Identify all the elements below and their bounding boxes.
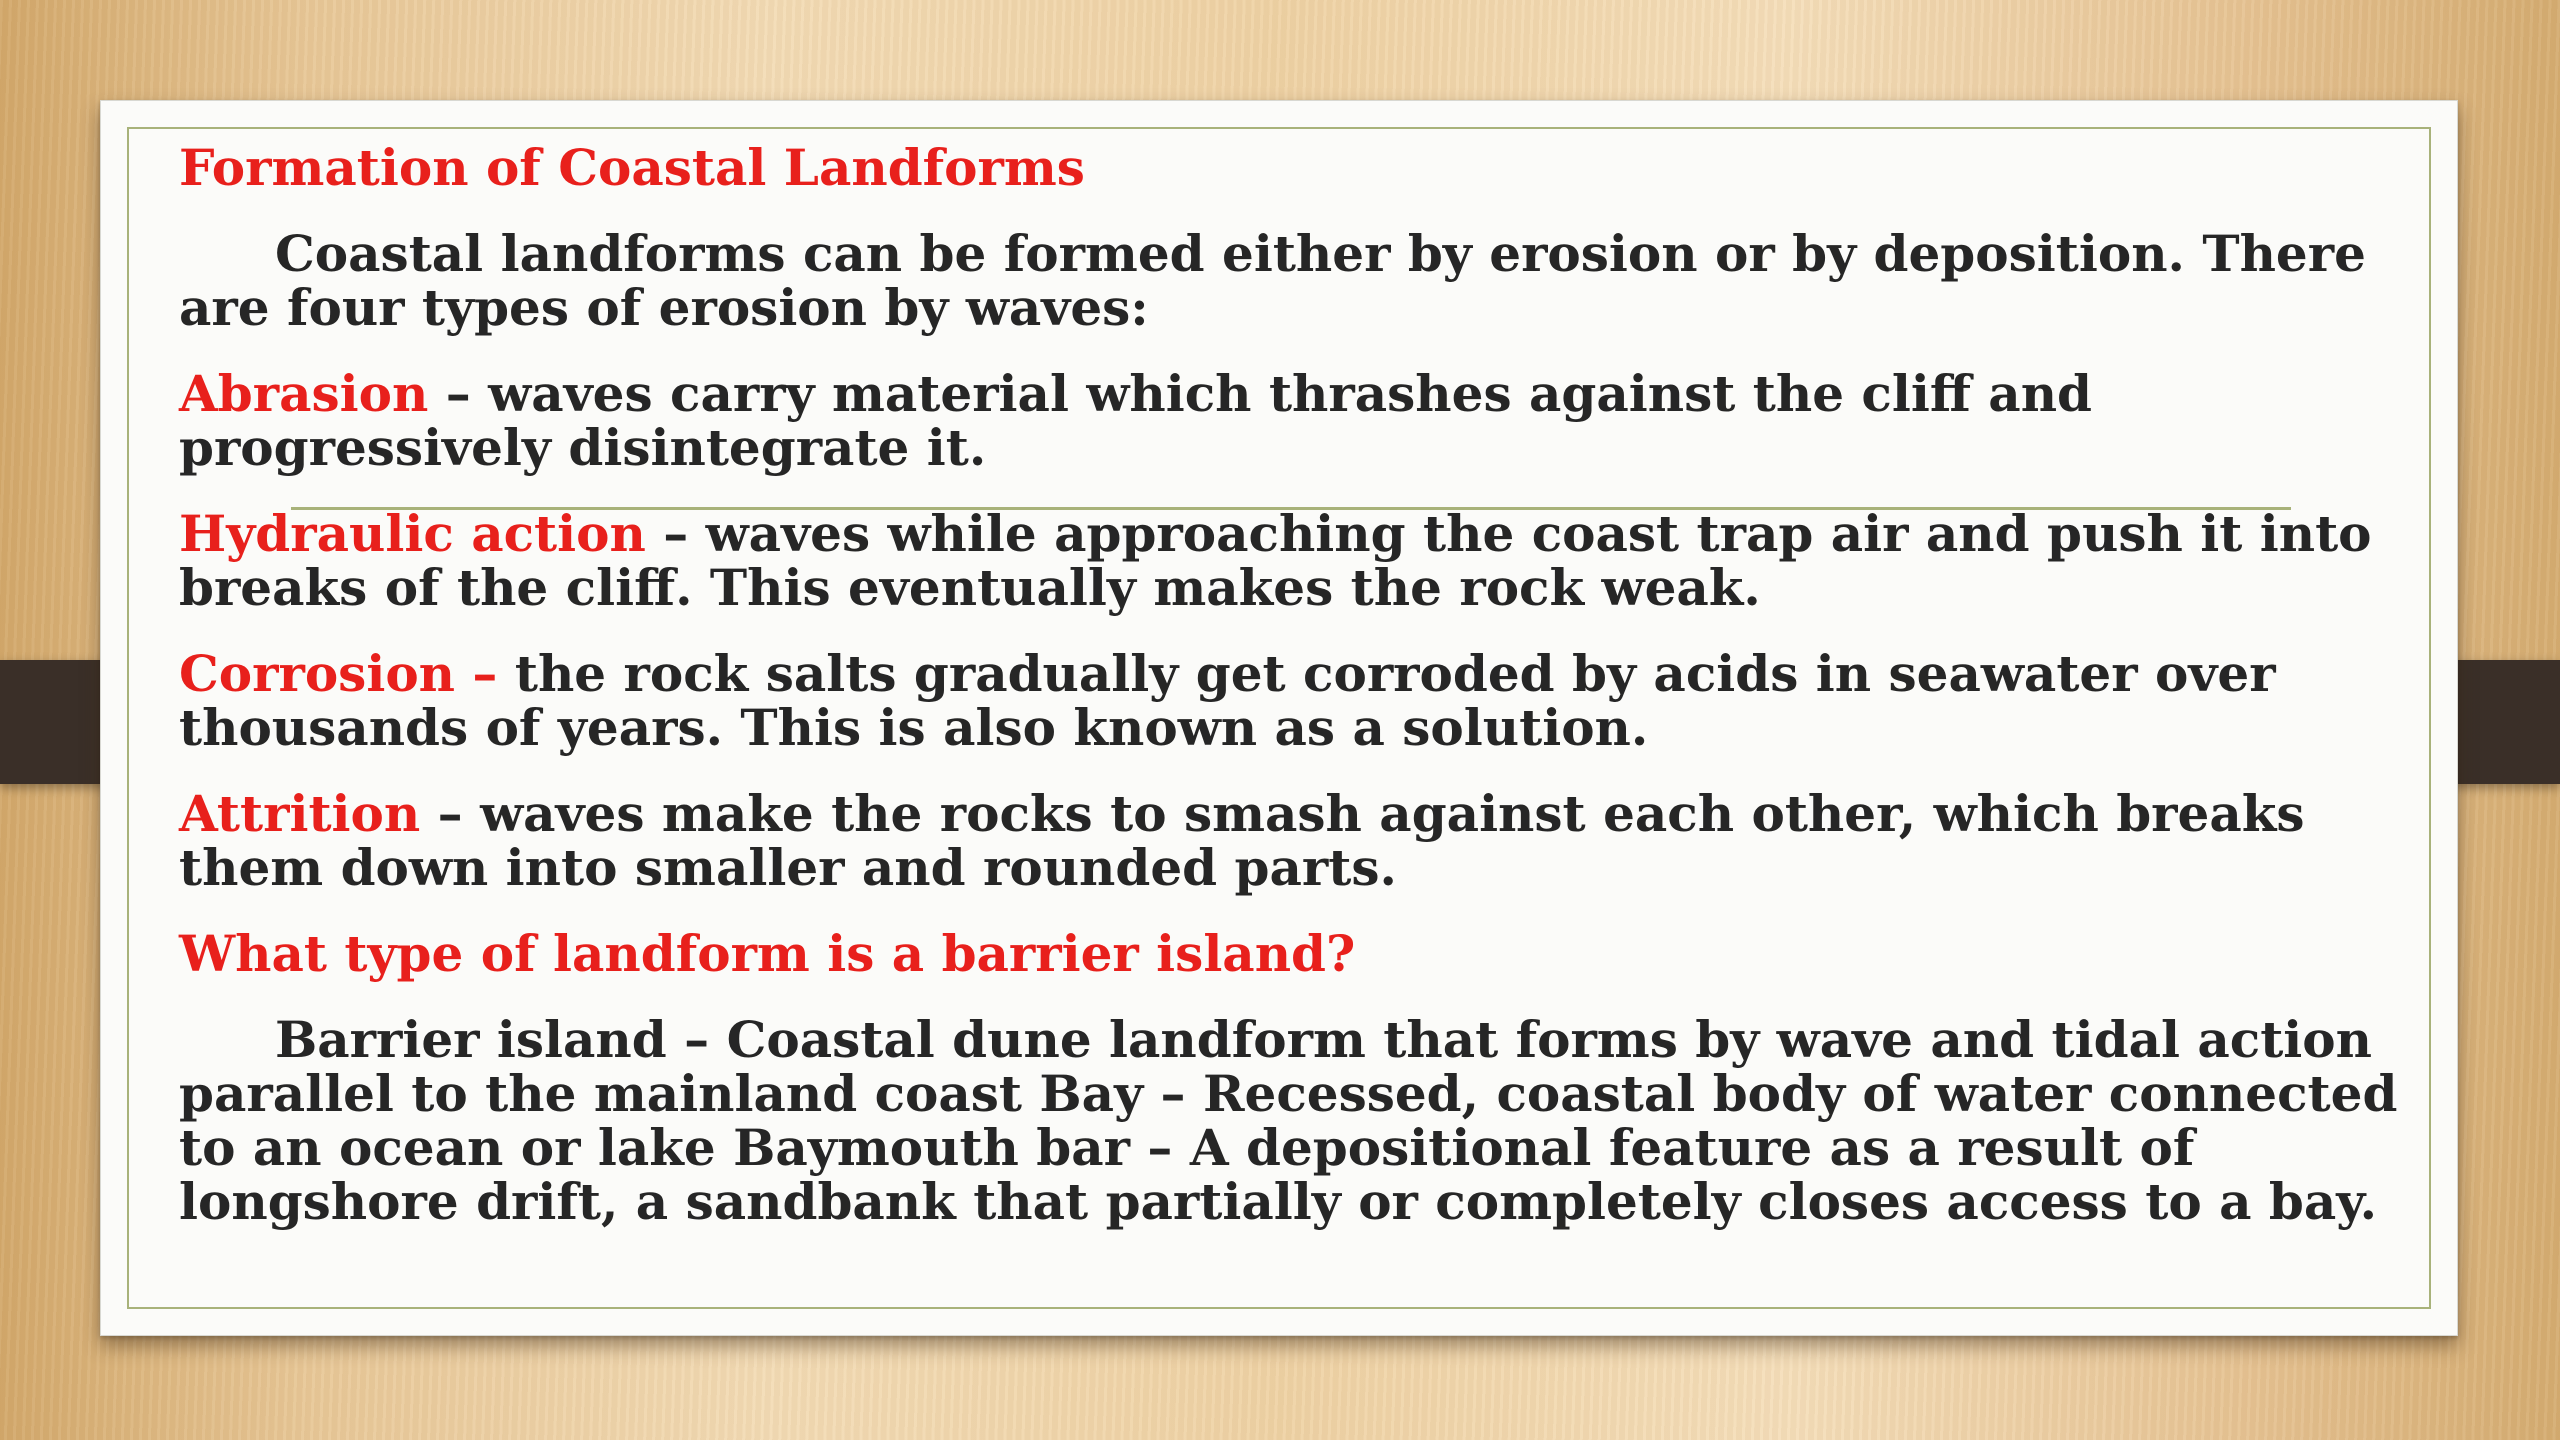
question-heading: What type of landform is a barrier island? <box>179 924 1356 983</box>
answer-paragraph: Barrier island – Coastal dune landform that forms by wave and tidal action parallel to the mainland coast Bay – Recessed, coastal body of water connected to an ocean or lake Baymouth bar – A depositional feature as a result of longshore drift, a sandbank that partially or completely closes access to a bay. <box>179 1010 2398 1231</box>
desc-abrasion: – waves carry material which thrashes against the cliff and progressively disintegrate it. <box>179 364 2093 477</box>
erosion-item-corrosion <box>179 644 2399 757</box>
slide-title: Formation of Coastal Landforms <box>179 138 1085 197</box>
term-attrition: Attrition <box>179 784 421 843</box>
desc-attrition: – waves make the rocks to smash against each other, which breaks them down into smaller and rounded parts. <box>179 784 2305 897</box>
slide-content <box>179 138 2399 1231</box>
term-hydraulic-action: Hydraulic action <box>179 504 646 563</box>
erosion-item-abrasion <box>179 364 2399 477</box>
erosion-item-attrition <box>179 784 2399 897</box>
erosion-item-hydraulic-action <box>179 504 2399 617</box>
term-corrosion: Corrosion – <box>179 644 498 703</box>
desc-hydraulic-action: – waves while approaching the coast trap air and push it into breaks of the cliff. This eventually makes the rock weak. <box>179 504 2372 617</box>
slide-card <box>100 100 2458 1336</box>
desc-corrosion: the rock salts gradually get corroded by acids in seawater over thousands of years. This is also known as a solution. <box>179 644 2276 757</box>
term-abrasion: Abrasion <box>179 364 429 423</box>
intro-paragraph: Coastal landforms can be formed either by erosion or by deposition. There are four types of erosion by waves: <box>179 224 2366 337</box>
